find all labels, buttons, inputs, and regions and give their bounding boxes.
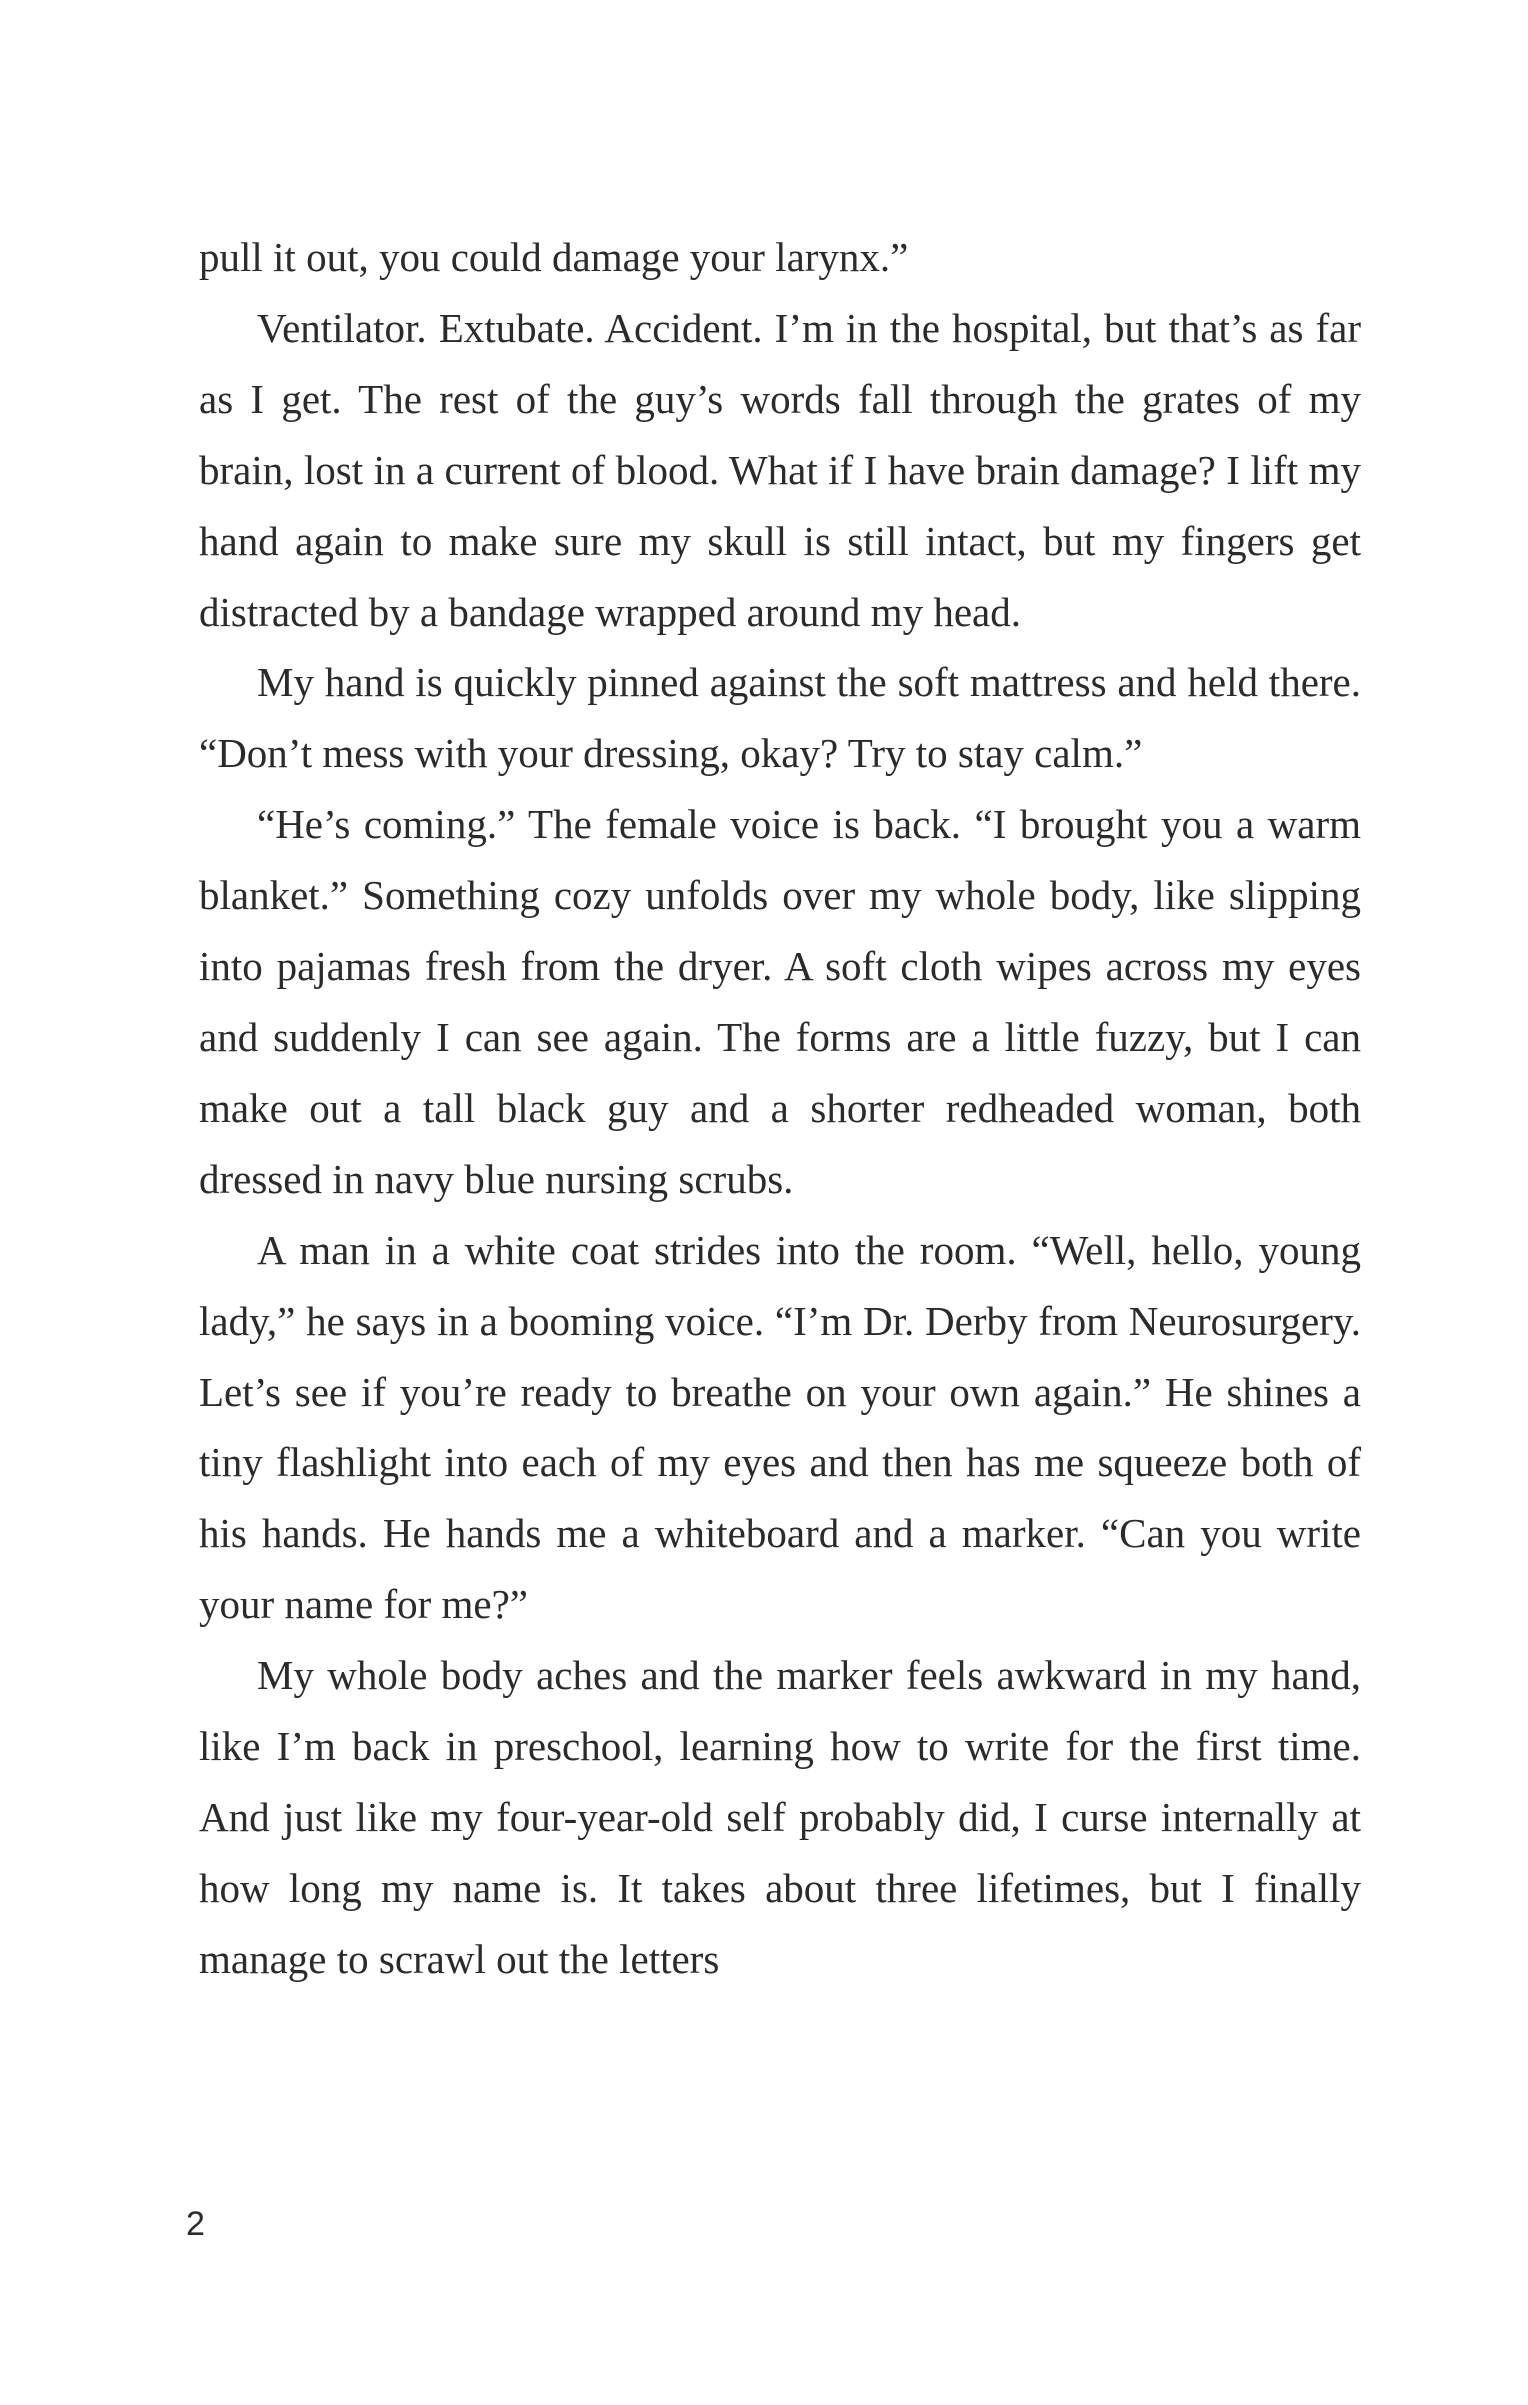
paragraph: My whole body aches and the marker feels awkward in my hand, like I’m back in preschool, learning how to write for the first time. And just like my four-year-old self probably did, I curse internally at how long my name is. It takes about three lifetimes, but I finally manage to scrawl out the letters (199, 1652, 1361, 1982)
paragraph: My hand is quickly pinned against the soft mattress and held there. “Don’t mess with your dressing, okay? Try to stay calm.” (199, 659, 1361, 777)
paragraph: A man in a white coat strides into the room. “Well, hello, young lady,” he says in a booming voice. “I’m Dr. Derby from Neurosurgery. Let’s see if you’re ready to breathe on your own again.” He shines a tiny flashlight into each of my eyes and then has me squeeze both of his hands. He hands me a whiteboard and a marker. “Can you write your name for me?” (199, 1226, 1361, 1628)
paragraph: “He’s coming.” The female voice is back. “I brought you a warm blanket.” Something cozy unfolds over my whole body, like slipping into pajamas fresh from the dryer. A soft cloth wipes across my eyes and suddenly I can see again. The forms are a little fuzzy, but I can make out a tall black guy and a shorter redheaded woman, both dressed in navy blue nursing scrubs. (199, 801, 1361, 1202)
page-number: 2 (186, 2205, 205, 2243)
paragraph-continued: pull it out, you could damage your larynx.” (199, 234, 909, 280)
body-text (199, 222, 1361, 1995)
paragraph: Ventilator. Extubate. Accident. I’m in the hospital, but that’s as far as I get. The rest of the guy’s words fall through the grates of my brain, lost in a current of blood. What if I have brain damage? I lift my hand again to make sure my skull is still intact, but my fingers get distracted by a bandage wrapped around my head. (199, 304, 1361, 635)
